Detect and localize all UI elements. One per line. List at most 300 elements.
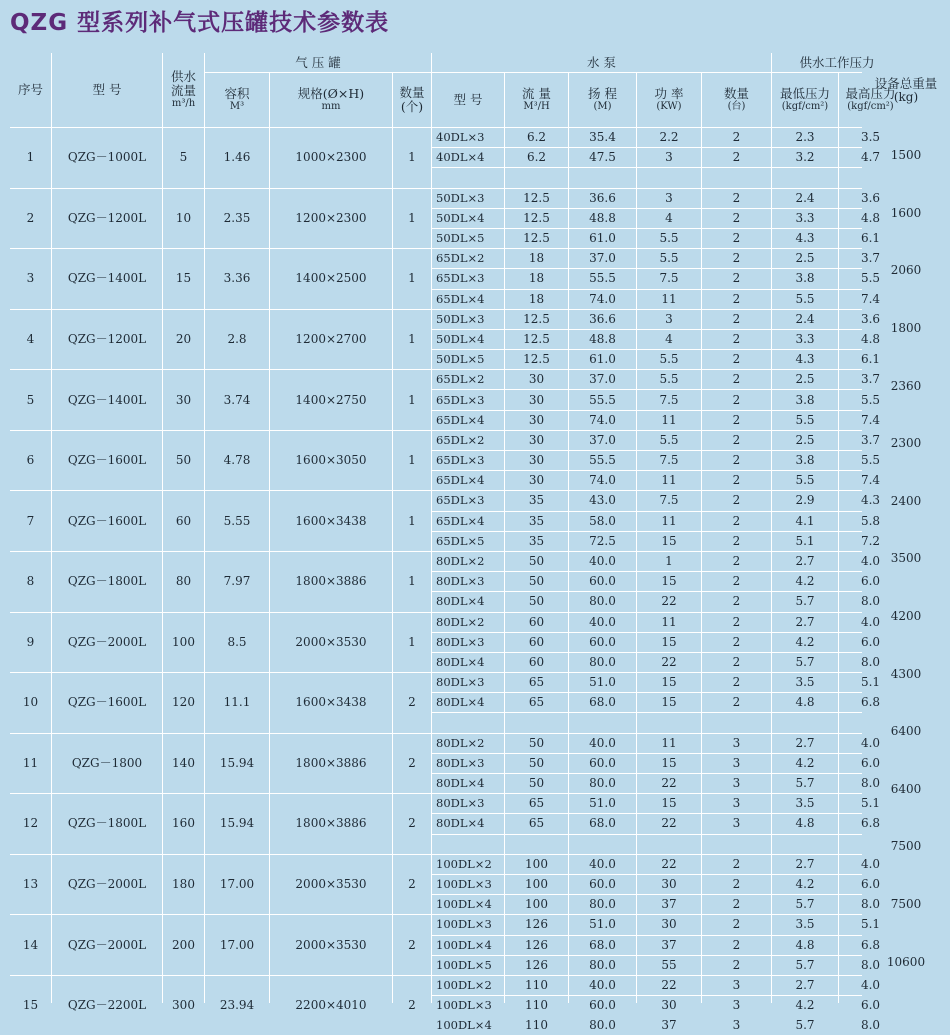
pump-power: 30 <box>637 915 701 934</box>
pump-head: 55.5 <box>569 269 636 288</box>
pump-qty: 2 <box>702 249 771 268</box>
pump-model: 65DL×4 <box>432 290 504 309</box>
spec-table-grid <box>10 53 902 1035</box>
header-pump-group: 水 泵 <box>432 53 771 72</box>
pump-min-pressure <box>772 835 838 854</box>
pump-qty: 3 <box>702 794 771 813</box>
pump-max-pressure: 6.8 <box>839 814 902 833</box>
row-model: QZG－2200L <box>52 976 162 1035</box>
row-weight: 7500 <box>890 897 922 912</box>
header-pump-power-label: 功 率 <box>654 86 684 101</box>
pump-head <box>569 168 636 187</box>
pump-flow: 110 <box>505 996 568 1015</box>
row-supply-flow: 10 <box>163 189 204 249</box>
row-tank-spec: 2200×4010 <box>270 976 392 1035</box>
pump-model: 80DL×4 <box>432 774 504 793</box>
pump-head: 61.0 <box>569 229 636 248</box>
row-seq: 7 <box>10 491 51 551</box>
pump-min-pressure: 4.2 <box>772 572 838 591</box>
row-tank-qty: 1 <box>393 310 431 370</box>
pump-head: 40.0 <box>569 855 636 874</box>
pump-head <box>569 713 636 732</box>
row-tank-volume: 4.78 <box>205 431 269 491</box>
pump-qty: 2 <box>702 956 771 975</box>
header-tank-spec <box>270 73 392 127</box>
pump-head: 48.8 <box>569 330 636 349</box>
pump-power: 5.5 <box>637 431 701 450</box>
row-seq: 6 <box>10 431 51 491</box>
pump-flow: 126 <box>505 956 568 975</box>
pump-min-pressure: 4.8 <box>772 693 838 712</box>
pump-head: 60.0 <box>569 996 636 1015</box>
header-pump-head-unit: (M) <box>593 101 612 112</box>
pump-model: 65DL×4 <box>432 411 504 430</box>
pump-min-pressure: 5.5 <box>772 290 838 309</box>
pump-power: 22 <box>637 855 701 874</box>
pump-power: 11 <box>637 512 701 531</box>
pump-qty: 3 <box>702 814 771 833</box>
pump-flow: 100 <box>505 855 568 874</box>
pump-power: 5.5 <box>637 229 701 248</box>
row-seq: 3 <box>10 249 51 309</box>
row-weight: 1600 <box>890 205 922 220</box>
row-model: QZG－1800 <box>52 734 162 794</box>
pump-head: 80.0 <box>569 774 636 793</box>
pump-power: 4 <box>637 330 701 349</box>
pump-max-pressure: 4.0 <box>839 552 902 571</box>
pump-max-pressure: 4.0 <box>839 613 902 632</box>
spec-table <box>10 53 896 1033</box>
pump-model: 100DL×4 <box>432 895 504 914</box>
pump-qty: 2 <box>702 350 771 369</box>
pump-power: 22 <box>637 592 701 611</box>
row-model: QZG－1600L <box>52 673 162 733</box>
header-weight <box>862 53 950 127</box>
header-max-pressure-label: 最高压力 <box>845 86 896 101</box>
pump-max-pressure: 7.4 <box>839 411 902 430</box>
pump-qty: 2 <box>702 451 771 470</box>
header-min-pressure-label: 最低压力 <box>779 86 830 101</box>
row-model: QZG－1200L <box>52 189 162 249</box>
pump-min-pressure: 4.8 <box>772 814 838 833</box>
pump-head: 37.0 <box>569 249 636 268</box>
row-model: QZG－2000L <box>52 613 162 673</box>
row-supply-flow: 120 <box>163 673 204 733</box>
row-weight: 10600 <box>886 954 926 969</box>
pump-model: 100DL×3 <box>432 915 504 934</box>
pump-head: 36.6 <box>569 189 636 208</box>
pump-model: 100DL×5 <box>432 956 504 975</box>
pump-max-pressure: 4.0 <box>839 855 902 874</box>
pump-flow: 18 <box>505 269 568 288</box>
row-tank-volume: 2.8 <box>205 310 269 370</box>
row-seq: 1 <box>10 128 51 188</box>
pump-min-pressure: 4.2 <box>772 875 838 894</box>
pump-min-pressure: 4.3 <box>772 350 838 369</box>
pump-head: 72.5 <box>569 532 636 551</box>
row-tank-volume: 11.1 <box>205 673 269 733</box>
pump-flow <box>505 835 568 854</box>
row-model: QZG－2000L <box>52 915 162 975</box>
pump-qty: 2 <box>702 330 771 349</box>
pump-qty: 2 <box>702 269 771 288</box>
pump-qty: 2 <box>702 653 771 672</box>
row-weight: 4200 <box>890 609 922 624</box>
pump-max-pressure: 3.6 <box>839 310 902 329</box>
pump-head: 40.0 <box>569 552 636 571</box>
row-model: QZG－1600L <box>52 491 162 551</box>
row-tank-volume: 3.74 <box>205 370 269 430</box>
pump-model: 65DL×2 <box>432 431 504 450</box>
pump-qty: 2 <box>702 936 771 955</box>
pump-head: 40.0 <box>569 976 636 995</box>
pump-min-pressure: 3.2 <box>772 148 838 167</box>
pump-qty <box>702 168 771 187</box>
header-tank-spec-unit: mm <box>321 101 341 112</box>
pump-power: 2.2 <box>637 128 701 147</box>
pump-power: 7.5 <box>637 390 701 409</box>
pump-max-pressure: 4.7 <box>839 148 902 167</box>
row-seq: 11 <box>10 734 51 794</box>
row-tank-spec: 1400×2500 <box>270 249 392 309</box>
row-tank-volume: 17.00 <box>205 915 269 975</box>
row-tank-qty: 2 <box>393 976 431 1035</box>
pump-min-pressure: 4.1 <box>772 512 838 531</box>
pump-max-pressure: 5.8 <box>839 512 902 531</box>
pump-min-pressure: 3.5 <box>772 673 838 692</box>
pump-min-pressure: 5.7 <box>772 653 838 672</box>
pump-max-pressure: 8.0 <box>839 1016 902 1035</box>
pump-flow: 50 <box>505 592 568 611</box>
pump-min-pressure: 4.2 <box>772 633 838 652</box>
row-weight: 2400 <box>890 493 922 508</box>
weight-column <box>862 53 950 1003</box>
pump-model <box>432 168 504 187</box>
pump-max-pressure: 3.6 <box>839 189 902 208</box>
row-tank-volume: 3.36 <box>205 249 269 309</box>
row-supply-flow: 60 <box>163 491 204 551</box>
pump-min-pressure: 2.5 <box>772 370 838 389</box>
pump-max-pressure: 7.4 <box>839 471 902 490</box>
row-seq: 4 <box>10 310 51 370</box>
pump-power: 11 <box>637 411 701 430</box>
header-pump-head <box>569 73 636 127</box>
pump-qty: 2 <box>702 592 771 611</box>
pump-flow: 6.2 <box>505 128 568 147</box>
pump-min-pressure: 5.7 <box>772 956 838 975</box>
pump-model: 100DL×2 <box>432 855 504 874</box>
pump-head: 74.0 <box>569 471 636 490</box>
row-weight: 2360 <box>890 378 922 393</box>
row-supply-flow: 180 <box>163 855 204 915</box>
pump-qty: 2 <box>702 532 771 551</box>
pump-model: 50DL×4 <box>432 330 504 349</box>
pump-flow: 100 <box>505 895 568 914</box>
pump-head: 68.0 <box>569 936 636 955</box>
row-weight: 3500 <box>890 551 922 566</box>
pump-head: 37.0 <box>569 370 636 389</box>
pump-head: 61.0 <box>569 350 636 369</box>
pump-qty: 3 <box>702 996 771 1015</box>
pump-head: 43.0 <box>569 491 636 510</box>
pump-model: 50DL×5 <box>432 229 504 248</box>
pump-qty: 2 <box>702 471 771 490</box>
row-tank-qty: 2 <box>393 855 431 915</box>
pump-flow: 18 <box>505 249 568 268</box>
row-tank-qty: 1 <box>393 128 431 188</box>
header-min-pressure <box>772 73 838 127</box>
row-supply-flow: 300 <box>163 976 204 1035</box>
header-min-pressure-unit: (kgf/cm²) <box>781 101 829 112</box>
pump-max-pressure: 8.0 <box>839 653 902 672</box>
pump-max-pressure: 4.3 <box>839 491 902 510</box>
pump-max-pressure: 7.4 <box>839 290 902 309</box>
row-supply-flow: 80 <box>163 552 204 612</box>
pump-power: 30 <box>637 875 701 894</box>
row-tank-spec: 1800×3886 <box>270 794 392 854</box>
pump-max-pressure: 5.1 <box>839 915 902 934</box>
pump-power: 5.5 <box>637 350 701 369</box>
pump-qty: 2 <box>702 390 771 409</box>
pump-head: 51.0 <box>569 915 636 934</box>
row-tank-volume: 2.35 <box>205 189 269 249</box>
pump-head: 60.0 <box>569 754 636 773</box>
pump-flow: 6.2 <box>505 148 568 167</box>
pump-max-pressure: 3.7 <box>839 431 902 450</box>
pump-flow: 30 <box>505 370 568 389</box>
pump-qty: 2 <box>702 290 771 309</box>
row-tank-spec: 1000×2300 <box>270 128 392 188</box>
pump-max-pressure: 4.8 <box>839 330 902 349</box>
pump-max-pressure: 4.0 <box>839 734 902 753</box>
pump-head: 51.0 <box>569 794 636 813</box>
row-seq: 12 <box>10 794 51 854</box>
pump-power: 3 <box>637 148 701 167</box>
pump-flow: 65 <box>505 814 568 833</box>
pump-head: 55.5 <box>569 390 636 409</box>
pump-power: 3 <box>637 189 701 208</box>
row-tank-spec: 1600×3438 <box>270 491 392 551</box>
pump-max-pressure: 5.1 <box>839 794 902 813</box>
pump-min-pressure: 2.5 <box>772 249 838 268</box>
pump-min-pressure: 2.7 <box>772 855 838 874</box>
pump-min-pressure: 4.8 <box>772 936 838 955</box>
pump-qty: 2 <box>702 189 771 208</box>
pump-model: 40DL×3 <box>432 128 504 147</box>
row-tank-spec: 1800×3886 <box>270 552 392 612</box>
row-weight: 2300 <box>890 436 922 451</box>
pump-power: 37 <box>637 895 701 914</box>
pump-min-pressure: 2.5 <box>772 431 838 450</box>
pump-head: 80.0 <box>569 1016 636 1035</box>
pump-head: 60.0 <box>569 572 636 591</box>
header-tank-qty-label: 数量(个) <box>399 85 425 114</box>
row-supply-flow: 200 <box>163 915 204 975</box>
pump-model: 80DL×3 <box>432 794 504 813</box>
pump-min-pressure: 5.5 <box>772 411 838 430</box>
row-supply-flow: 140 <box>163 734 204 794</box>
pump-qty: 2 <box>702 310 771 329</box>
pump-max-pressure: 6.0 <box>839 572 902 591</box>
header-pump-model: 型 号 <box>432 73 504 127</box>
row-seq: 15 <box>10 976 51 1035</box>
pump-flow: 50 <box>505 572 568 591</box>
row-tank-spec: 1200×2300 <box>270 189 392 249</box>
row-supply-flow: 5 <box>163 128 204 188</box>
pump-min-pressure: 2.7 <box>772 734 838 753</box>
header-max-pressure-unit: (kgf/cm²) <box>847 101 894 112</box>
pump-power: 15 <box>637 693 701 712</box>
row-tank-qty: 2 <box>393 673 431 733</box>
row-tank-spec: 2000×3530 <box>270 613 392 673</box>
pump-max-pressure: 8.0 <box>839 774 902 793</box>
pump-flow: 30 <box>505 431 568 450</box>
pump-flow: 30 <box>505 390 568 409</box>
pump-power <box>637 713 701 732</box>
pump-power: 55 <box>637 956 701 975</box>
pump-flow: 30 <box>505 451 568 470</box>
header-weight-unit: (kg) <box>893 90 919 104</box>
pump-flow <box>505 713 568 732</box>
pump-power: 11 <box>637 613 701 632</box>
pump-qty: 2 <box>702 491 771 510</box>
row-model: QZG－1400L <box>52 370 162 430</box>
pump-flow <box>505 168 568 187</box>
pump-head: 48.8 <box>569 209 636 228</box>
pump-qty: 2 <box>702 673 771 692</box>
pump-head <box>569 835 636 854</box>
pump-power: 22 <box>637 976 701 995</box>
pump-qty: 3 <box>702 1016 771 1035</box>
pump-max-pressure: 6.0 <box>839 996 902 1015</box>
pump-flow: 50 <box>505 734 568 753</box>
pump-min-pressure <box>772 713 838 732</box>
pump-power: 7.5 <box>637 269 701 288</box>
pump-model: 65DL×3 <box>432 491 504 510</box>
pump-head: 68.0 <box>569 693 636 712</box>
pump-qty: 2 <box>702 915 771 934</box>
pump-qty <box>702 713 771 732</box>
header-tank-spec-label: 规格(Ø×H) <box>297 86 365 101</box>
pump-qty <box>702 835 771 854</box>
pump-head: 74.0 <box>569 290 636 309</box>
pump-max-pressure: 6.1 <box>839 350 902 369</box>
header-supply-flow-label: 供水流量 <box>170 69 196 98</box>
pump-model: 50DL×4 <box>432 209 504 228</box>
pump-head: 68.0 <box>569 814 636 833</box>
pump-head: 60.0 <box>569 633 636 652</box>
pump-model: 65DL×2 <box>432 370 504 389</box>
pump-model: 50DL×5 <box>432 350 504 369</box>
header-supply-flow-unit: m³/h <box>171 98 196 109</box>
pump-model: 80DL×2 <box>432 734 504 753</box>
pump-flow: 18 <box>505 290 568 309</box>
row-tank-qty: 2 <box>393 794 431 854</box>
pump-model: 65DL×3 <box>432 451 504 470</box>
pump-max-pressure: 8.0 <box>839 956 902 975</box>
pump-min-pressure: 3.5 <box>772 915 838 934</box>
pump-min-pressure: 2.3 <box>772 128 838 147</box>
pump-flow: 100 <box>505 875 568 894</box>
row-tank-volume: 17.00 <box>205 855 269 915</box>
row-tank-qty: 1 <box>393 370 431 430</box>
pump-max-pressure: 6.1 <box>839 229 902 248</box>
row-tank-volume: 15.94 <box>205 734 269 794</box>
pump-min-pressure: 5.1 <box>772 532 838 551</box>
pump-qty: 2 <box>702 209 771 228</box>
pump-model: 100DL×3 <box>432 996 504 1015</box>
pump-max-pressure: 3.7 <box>839 370 902 389</box>
pump-model: 80DL×4 <box>432 814 504 833</box>
pump-qty: 3 <box>702 976 771 995</box>
header-pump-power-unit: (KW) <box>656 101 682 112</box>
row-supply-flow: 160 <box>163 794 204 854</box>
pump-min-pressure: 3.8 <box>772 451 838 470</box>
row-seq: 13 <box>10 855 51 915</box>
pump-model: 65DL×2 <box>432 249 504 268</box>
pump-model: 65DL×3 <box>432 390 504 409</box>
pump-head: 74.0 <box>569 411 636 430</box>
row-supply-flow: 20 <box>163 310 204 370</box>
pump-qty: 2 <box>702 128 771 147</box>
pump-min-pressure: 5.7 <box>772 774 838 793</box>
pump-power: 22 <box>637 774 701 793</box>
pump-qty: 2 <box>702 148 771 167</box>
pump-flow: 60 <box>505 653 568 672</box>
header-pump-power <box>637 73 701 127</box>
row-model: QZG－1800L <box>52 552 162 612</box>
row-model: QZG－1000L <box>52 128 162 188</box>
row-tank-spec: 1400×2750 <box>270 370 392 430</box>
row-tank-spec: 2000×3530 <box>270 915 392 975</box>
pump-max-pressure: 6.0 <box>839 633 902 652</box>
pump-power: 11 <box>637 290 701 309</box>
header-tank-group: 气 压 罐 <box>205 53 431 72</box>
pump-max-pressure: 8.0 <box>839 895 902 914</box>
row-model: QZG－1800L <box>52 794 162 854</box>
header-pressure-group: 供水工作压力 <box>772 53 902 72</box>
pump-flow: 12.5 <box>505 229 568 248</box>
pump-flow: 35 <box>505 512 568 531</box>
row-weight: 6400 <box>890 724 922 739</box>
pump-max-pressure: 6.8 <box>839 693 902 712</box>
pump-flow: 12.5 <box>505 350 568 369</box>
pump-power: 4 <box>637 209 701 228</box>
pump-model: 50DL×3 <box>432 189 504 208</box>
pump-model: 100DL×2 <box>432 976 504 995</box>
pump-min-pressure: 4.3 <box>772 229 838 248</box>
pump-head: 55.5 <box>569 451 636 470</box>
row-supply-flow: 15 <box>163 249 204 309</box>
pump-flow: 65 <box>505 693 568 712</box>
row-model: QZG－1400L <box>52 249 162 309</box>
pump-min-pressure: 5.7 <box>772 895 838 914</box>
header-model: 型 号 <box>52 53 162 127</box>
pump-model: 65DL×5 <box>432 532 504 551</box>
pump-min-pressure: 3.3 <box>772 330 838 349</box>
pump-min-pressure: 2.7 <box>772 552 838 571</box>
pump-power: 15 <box>637 754 701 773</box>
row-tank-qty: 1 <box>393 189 431 249</box>
pump-power: 7.5 <box>637 451 701 470</box>
header-weight-label: 设备总重量 <box>874 76 938 91</box>
row-tank-volume: 23.94 <box>205 976 269 1035</box>
row-weight: 1500 <box>890 148 922 163</box>
pump-max-pressure: 7.2 <box>839 532 902 551</box>
pump-head: 40.0 <box>569 734 636 753</box>
row-tank-spec: 2000×3530 <box>270 855 392 915</box>
pump-min-pressure: 4.2 <box>772 996 838 1015</box>
